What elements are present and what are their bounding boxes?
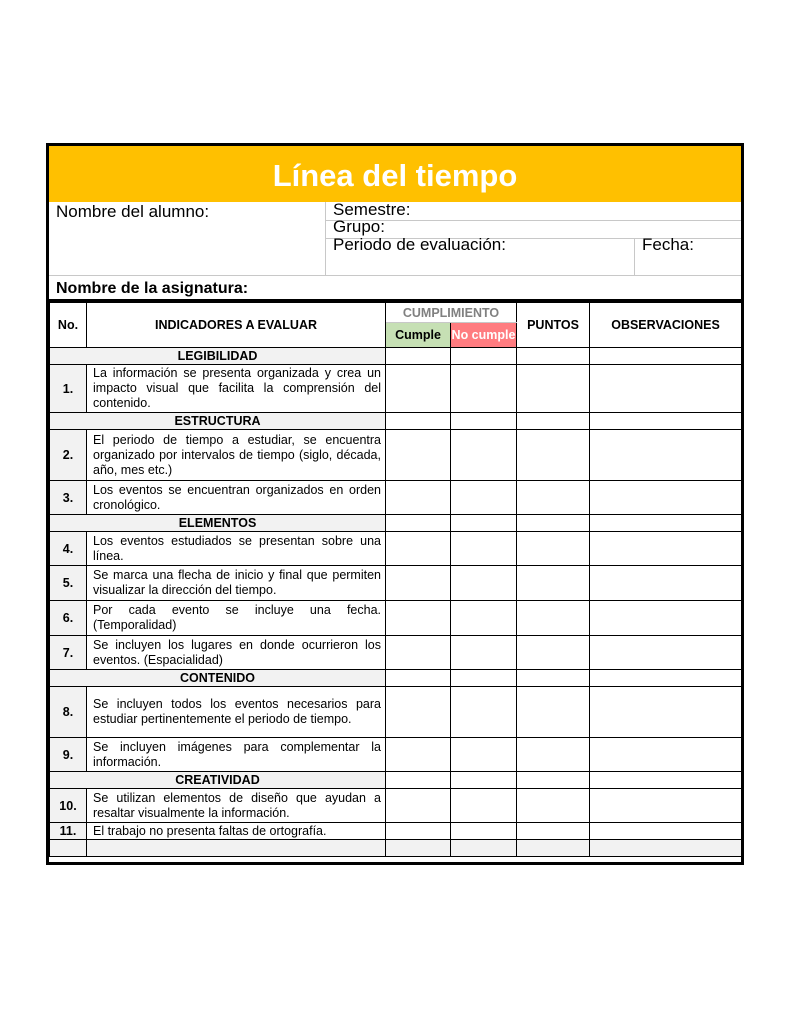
observations-cell[interactable]: [590, 481, 742, 515]
not-meets-cell[interactable]: [451, 601, 517, 636]
indicator-text: Se marca una flecha de inicio y final que permiten visualizar la dirección del tiempo.: [87, 566, 386, 601]
meets-cell[interactable]: [386, 481, 451, 515]
not-meets-cell[interactable]: [451, 532, 517, 566]
not-meets-cell[interactable]: [451, 481, 517, 515]
indicator-number: 10.: [50, 789, 87, 823]
points-cell[interactable]: [517, 738, 590, 772]
empty-cell: [590, 840, 742, 857]
observations-cell[interactable]: [590, 532, 742, 566]
empty-cell: [517, 348, 590, 365]
not-meets-cell[interactable]: [451, 738, 517, 772]
meets-cell[interactable]: [386, 601, 451, 636]
column-header-observations: OBSERVACIONES: [590, 303, 742, 348]
empty-cell: [590, 670, 742, 687]
indicator-number: 8.: [50, 687, 87, 738]
indicator-text: El trabajo no presenta faltas de ortografía.: [87, 823, 386, 840]
table-row: [50, 687, 742, 738]
empty-cell: [517, 670, 590, 687]
empty-cell: [517, 515, 590, 532]
empty-cell: [386, 772, 451, 789]
table-row: [50, 840, 742, 857]
indicator-number: 11.: [50, 823, 87, 840]
section-row: [50, 348, 742, 365]
indicator-text: Los eventos estudiados se presentan sobre una línea.: [87, 532, 386, 566]
indicator-number: 2.: [50, 430, 87, 481]
observations-cell[interactable]: [590, 823, 742, 840]
meets-cell[interactable]: [386, 789, 451, 823]
table-row: [50, 430, 742, 481]
section-row: [50, 515, 742, 532]
points-cell[interactable]: [517, 636, 590, 670]
header-rule: [325, 220, 741, 221]
observations-cell[interactable]: [590, 365, 742, 413]
not-meets-cell[interactable]: [451, 636, 517, 670]
empty-cell: [451, 772, 517, 789]
page-title: Línea del tiempo: [49, 146, 741, 202]
points-cell[interactable]: [517, 532, 590, 566]
table-row: [50, 566, 742, 601]
table-header-row: [50, 303, 742, 323]
points-cell[interactable]: [517, 566, 590, 601]
points-cell[interactable]: [517, 601, 590, 636]
meets-cell[interactable]: [386, 738, 451, 772]
table-row: [50, 481, 742, 515]
empty-cell: [590, 515, 742, 532]
observations-cell[interactable]: [590, 789, 742, 823]
points-cell[interactable]: [517, 789, 590, 823]
empty-cell: [517, 840, 590, 857]
observations-cell[interactable]: [590, 738, 742, 772]
meets-cell[interactable]: [386, 566, 451, 601]
meets-cell[interactable]: [386, 823, 451, 840]
section-label: ESTRUCTURA: [50, 413, 386, 430]
not-meets-cell[interactable]: [451, 823, 517, 840]
column-header-points: PUNTOS: [517, 303, 590, 348]
indicator-text: Por cada evento se incluye una fecha. (Temporalidad): [87, 601, 386, 636]
not-meets-cell[interactable]: [451, 789, 517, 823]
date-label: Fecha:: [642, 235, 694, 254]
not-meets-cell[interactable]: [451, 566, 517, 601]
header-divider: [325, 202, 326, 276]
section-label: ELEMENTOS: [50, 515, 386, 532]
observations-cell[interactable]: [590, 430, 742, 481]
empty-cell: [386, 515, 451, 532]
indicator-number: 7.: [50, 636, 87, 670]
observations-cell[interactable]: [590, 636, 742, 670]
empty-cell: [517, 772, 590, 789]
observations-cell[interactable]: [590, 687, 742, 738]
table-row: [50, 738, 742, 772]
observations-cell[interactable]: [590, 601, 742, 636]
points-cell[interactable]: [517, 430, 590, 481]
empty-cell: [50, 840, 87, 857]
column-header-not-meets: No cumple: [451, 323, 517, 348]
points-cell[interactable]: [517, 481, 590, 515]
rubric-sheet: [46, 143, 744, 865]
empty-cell: [386, 840, 451, 857]
meets-cell[interactable]: [386, 430, 451, 481]
empty-cell: [451, 515, 517, 532]
empty-cell: [451, 413, 517, 430]
header-rule: [49, 275, 741, 276]
empty-cell: [386, 348, 451, 365]
section-label: CREATIVIDAD: [50, 772, 386, 789]
empty-cell: [87, 840, 386, 857]
empty-cell: [451, 840, 517, 857]
points-cell[interactable]: [517, 687, 590, 738]
indicator-number: 4.: [50, 532, 87, 566]
rubric-table: [49, 302, 742, 857]
semester-label: Semestre:: [333, 200, 411, 219]
column-header-indicators: INDICADORES A EVALUAR: [87, 303, 386, 348]
meets-cell[interactable]: [386, 687, 451, 738]
table-row: [50, 365, 742, 413]
indicator-text: Se incluyen imágenes para complementar la información.: [87, 738, 386, 772]
empty-cell: [386, 413, 451, 430]
header-divider: [634, 238, 635, 276]
table-row: [50, 636, 742, 670]
indicator-text: Los eventos se encuentran organizados en orden cronológico.: [87, 481, 386, 515]
group-label: Grupo:: [333, 217, 385, 236]
meets-cell[interactable]: [386, 532, 451, 566]
column-header-compliance: CUMPLIMIENTO: [386, 303, 517, 323]
empty-cell: [590, 772, 742, 789]
indicator-number: 3.: [50, 481, 87, 515]
section-label: CONTENIDO: [50, 670, 386, 687]
indicator-number: 5.: [50, 566, 87, 601]
empty-cell: [451, 348, 517, 365]
indicator-text: Se incluyen todos los eventos necesarios para estudiar pertinentemente el periodo de tiempo.: [87, 687, 386, 738]
not-meets-cell[interactable]: [451, 687, 517, 738]
student-name-label: Nombre del alumno:: [56, 202, 210, 221]
indicator-text: La información se presenta organizada y crea un impacto visual que facilita la comprensión del contenido.: [87, 365, 386, 413]
column-header-meets: Cumple: [386, 323, 451, 348]
indicator-number: 6.: [50, 601, 87, 636]
observations-cell[interactable]: [590, 566, 742, 601]
indicator-text: Se utilizan elementos de diseño que ayudan a resaltar visualmente la información.: [87, 789, 386, 823]
section-row: [50, 772, 742, 789]
table-row: [50, 601, 742, 636]
not-meets-cell[interactable]: [451, 430, 517, 481]
subject-label: Nombre de la asignatura:: [56, 280, 249, 297]
indicator-number: 9.: [50, 738, 87, 772]
empty-cell: [517, 413, 590, 430]
table-row: [50, 823, 742, 840]
section-row: [50, 413, 742, 430]
not-meets-cell[interactable]: [451, 365, 517, 413]
table-row: [50, 789, 742, 823]
points-cell[interactable]: [517, 823, 590, 840]
column-header-no: No.: [50, 303, 87, 348]
empty-cell: [590, 413, 742, 430]
indicator-number: 1.: [50, 365, 87, 413]
empty-cell: [590, 348, 742, 365]
section-row: [50, 670, 742, 687]
meets-cell[interactable]: [386, 365, 451, 413]
indicator-text: El periodo de tiempo a estudiar, se encuentra organizado por intervalos de tiempo (siglo, década, año, mes etc.): [87, 430, 386, 481]
points-cell[interactable]: [517, 365, 590, 413]
meets-cell[interactable]: [386, 636, 451, 670]
indicator-text: Se incluyen los lugares en donde ocurrieron los eventos. (Espacialidad): [87, 636, 386, 670]
empty-cell: [386, 670, 451, 687]
empty-cell: [451, 670, 517, 687]
table-row: [50, 532, 742, 566]
section-label: LEGIBILIDAD: [50, 348, 386, 365]
evaluation-period-label: Periodo de evaluación:: [333, 235, 506, 254]
